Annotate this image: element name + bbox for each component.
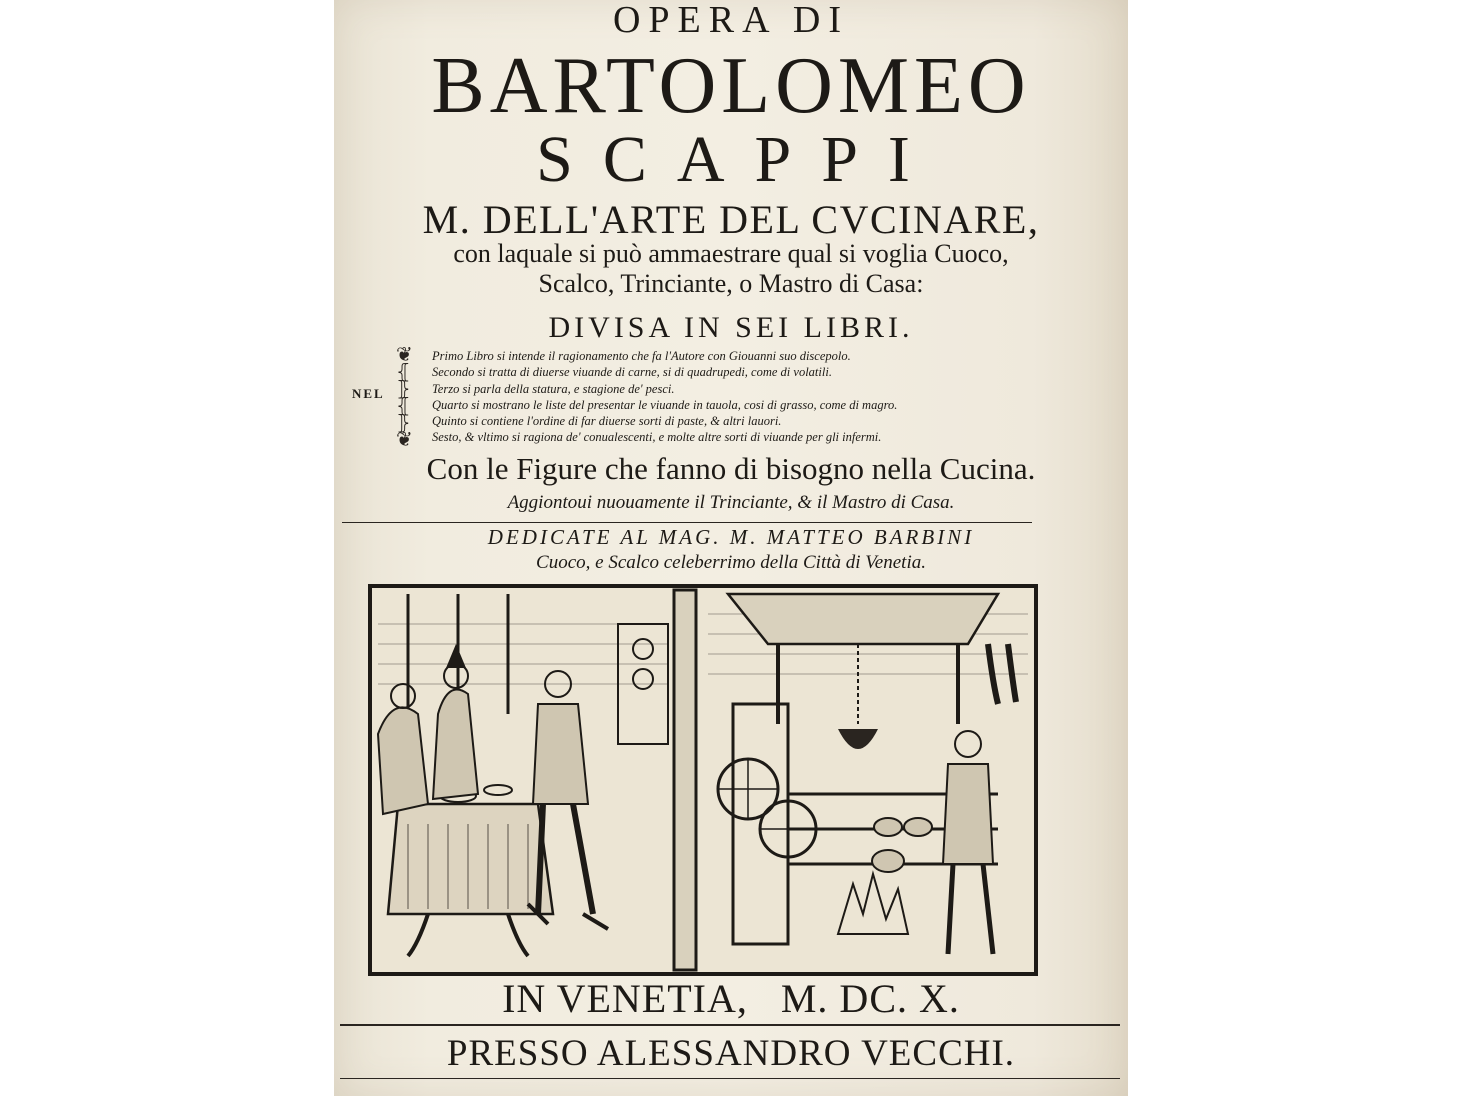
- author-first-name: BARTOLOMEO: [431, 42, 1031, 130]
- subtitle-arte-cucinare: M. DELL'ARTE DEL CVCINARE,: [422, 197, 1040, 242]
- book-item: Quarto si mostrano le liste del presentar le viuande in tauola, cosi di grasso, come di magro.: [432, 397, 898, 412]
- title-page: [334, 0, 1128, 1096]
- book-item: Primo Libro si intende il ragionamento che fa l'Autore con Giouanni suo discepolo.: [432, 349, 851, 363]
- book-item: Terzo si parla della statura, e stagione de' pesci.: [432, 381, 675, 396]
- book-item: Sesto, & vltimo si ragiona de' conualescenti, e molte altre sorti di viuande per gli infermi.: [432, 430, 882, 445]
- imprint-rule-top: [340, 1024, 1120, 1026]
- dedication-line: DEDICATE AL MAG. M. MATTEO BARBINI: [487, 525, 975, 549]
- author-last-name: SCAPPI: [536, 123, 940, 196]
- nel-label: NEL: [352, 386, 385, 401]
- book-item: Secondo si tratta di diuerse viuande di carne, si di quadrupedi, come di volatili.: [432, 365, 832, 380]
- imprint-rule-bottom: [340, 1078, 1120, 1079]
- book-item: Quinto si contiene l'ordine di far diuerse sorti di paste, & altri lauori.: [432, 414, 782, 429]
- ornament-brace: ❦ ⦃ ⦄ ⦃ ⦄ ❦: [396, 344, 413, 451]
- title-opera-di: OPERA DI: [612, 0, 850, 41]
- subtitle-line-2: Scalco, Trinciante, o Mastro di Casa:: [538, 269, 924, 298]
- imprint-publisher: PRESSO ALESSANDRO VECCHI.: [446, 1033, 1016, 1074]
- divisa-heading: DIVISA IN SEI LIBRI.: [548, 311, 914, 344]
- figures-line: Con le Figure che fanno di bisogno nella Cucina.: [426, 451, 1036, 486]
- books-list: [432, 348, 1112, 446]
- woodcut-illustration: [368, 584, 1038, 976]
- dedication-subline: Cuoco, e Scalco celeberrimo della Città di Venetia.: [536, 552, 926, 573]
- additions-line: Aggiontoui nuouamente il Trinciante, & il Mastro di Casa.: [507, 492, 955, 513]
- imprint-place-date: IN VENETIA, M. DC. X.: [502, 976, 960, 1021]
- subtitle-line-1: con laquale si può ammaestrare qual si voglia Cuoco,: [453, 239, 1009, 268]
